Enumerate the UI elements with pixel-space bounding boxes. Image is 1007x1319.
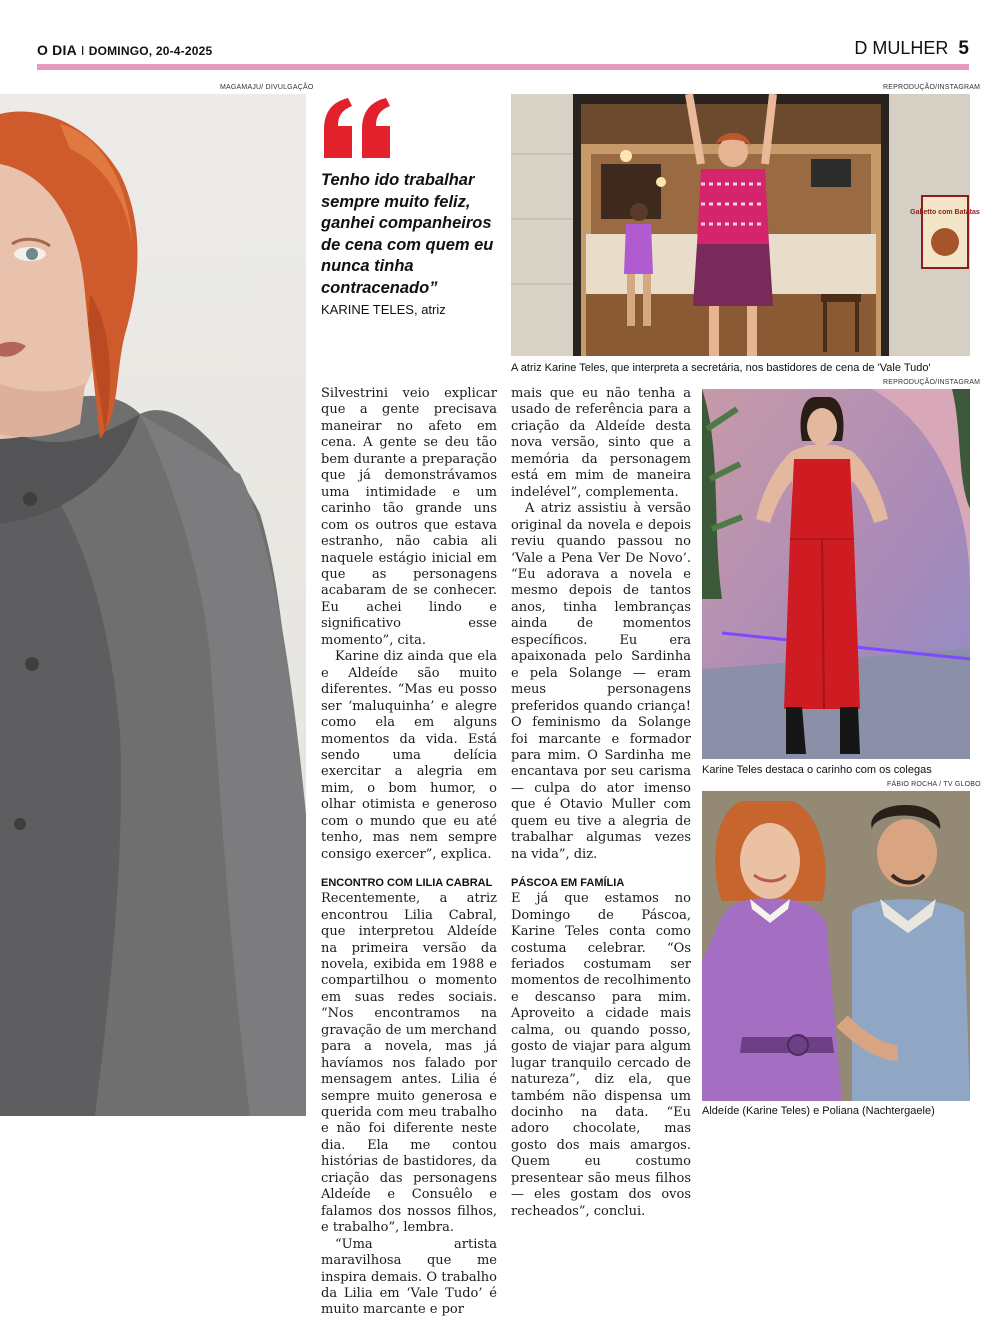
quote-author-role: , atriz — [413, 302, 446, 317]
article-paragraph: Karine diz ainda que ela e Aldeíde são muito diferentes. “Mas eu posso ser ‘maluquinha’ e alegre como ela em alguns momentos da vida. Está sendo uma delícia exercitar a alegria em mim, o bom humor, o olhar otimista e generoso com o mundo que eu até tenho, mas nem sempre consigo exercer”, explica. — [321, 649, 497, 862]
page-header-right — [854, 38, 969, 60]
section-name: D MULHER — [854, 38, 949, 58]
quote-mark-icon — [320, 96, 396, 160]
page-number: 5 — [958, 38, 969, 59]
article-subhead: PÁSCOA EM FAMÍLIA — [511, 877, 625, 890]
red-dress-illustration — [702, 389, 970, 759]
edition-date: DOMINGO, 20-4-2025 — [88, 44, 213, 58]
page-header-left — [37, 42, 212, 58]
pull-quote-author — [321, 302, 446, 317]
article-column-1 — [321, 386, 497, 1319]
caption-top: A atriz Karine Teles, que interpreta a secretária, nos bastidores de cena de 'Vale Tudo' — [511, 362, 931, 374]
article-column-2 — [511, 386, 691, 1220]
caption-middle: Karine Teles destaca o carinho com os colegas — [702, 764, 932, 776]
caption-bottom: Aldeíde (Karine Teles) e Poliana (Nachtergaele) — [702, 1105, 935, 1117]
photo-credit-top: REPRODUÇÃO/INSTAGRAM — [883, 84, 981, 91]
couple-illustration — [702, 791, 970, 1101]
article-paragraph: “Uma artista maravilhosa que me inspira demais. O trabalho da Lilia em ‘Vale Tudo’ é muito marcante e por — [321, 1236, 497, 1318]
photo-credit-bottom: FÁBIO ROCHA / TV GLOBO — [887, 781, 981, 788]
article-subhead: ENCONTRO COM LILIA CABRAL — [321, 877, 493, 890]
header-separator: I — [80, 43, 85, 58]
restaurant-sign-text: Galletto com Batatas — [910, 209, 980, 216]
photo-credit-middle: REPRODUÇÃO/INSTAGRAM — [883, 379, 981, 386]
quote-author-name: KARINE TELES — [321, 302, 414, 317]
newspaper-brand: O DIA — [37, 42, 77, 58]
pull-quote-text: Tenho ido trabalhar sempre muito feliz, ganhei companheiros de cena com quem eu nunca tinha contracenado” — [321, 171, 494, 297]
backstage-photo — [511, 94, 980, 356]
article-paragraph: Silvestrini veio explicar que a gente precisava maneirar no afeto em cena. A gente se deu tão bem durante a preparação que já demonstrávamos uma intimidade e um carinho tão grande uns com os outros que estava estranho, não cabia ali naquele estágio inicial em que as personagens acabaram de se conhecer. Eu achei lindo e significativo esse momento”, cita. — [321, 386, 497, 648]
portrait-photo — [0, 94, 306, 1116]
article-paragraph: Recentemente, a atriz encontrou Lilia Cabral, que interpretou Aldeíde na primeira versão da novela, exibida em 1988 e compartilhou o momento em suas redes sociais. “Nos encontramos na gravação de um merchand para a novela, mas já havíamos nos falado por mensagem antes. Lilia é sempre muito generosa e querida com meu trabalho e não foi diferente neste dia. Ela me contou histórias de bastidores, da criação das personagens Aldeíde e Consuêlo e falamos dos nossos filhos, e trabalho”, lembra. — [321, 891, 497, 1236]
portrait-illustration — [0, 94, 306, 1116]
article-paragraph: E já que estamos no Domingo de Páscoa, Karine Teles conta como costuma celebrar. “Os feriados costumam ser momentos de recolhimento e descanso para mim. Aproveito a cidade mais calma, ou quando posso, gosto de viajar para algum lugar tranquilo cercado de natureza”, diz ela, que também não dispensa um docinho na data. “Eu adoro chocolate, mas gosto dos mais amargos. Quem eu costumo presentear são meus filhos — eles gostam dos ovos recheados”, conclui. — [511, 891, 691, 1219]
article-paragraph: mais que eu não tenha a usado de referência para a criação da Aldeíde desta nova versão, sinto que a memória da personagem está em mim de maneira indelével”, complementa. — [511, 386, 691, 500]
backstage-illustration — [511, 94, 980, 356]
article-paragraph: A atriz assistiu à versão original da novela e depois reviu quando passou no ‘Vale a Pena Ver De Novo’. “Eu adorava a novela e mesmo depois de tantos anos, tinha lembranças ainda de momentos específicos. Eu era apaixonada pelo Sardinha e pela Solange — eram meus personagens preferidos quando criança! O feminismo da Solange foi marcante e formador para mim. O Sardinha me encantava por seu carisma — culpa do ator imenso que é Otavio Muller com quem eu tive a alegria de trabalhar algumas vezes na vida”, diz. — [511, 501, 691, 862]
header-rule — [37, 64, 969, 70]
red-dress-photo — [702, 389, 970, 759]
photo-credit-portrait: MAGAMAJU/ DIVULGAÇÃO — [220, 84, 314, 91]
couple-photo — [702, 791, 970, 1101]
